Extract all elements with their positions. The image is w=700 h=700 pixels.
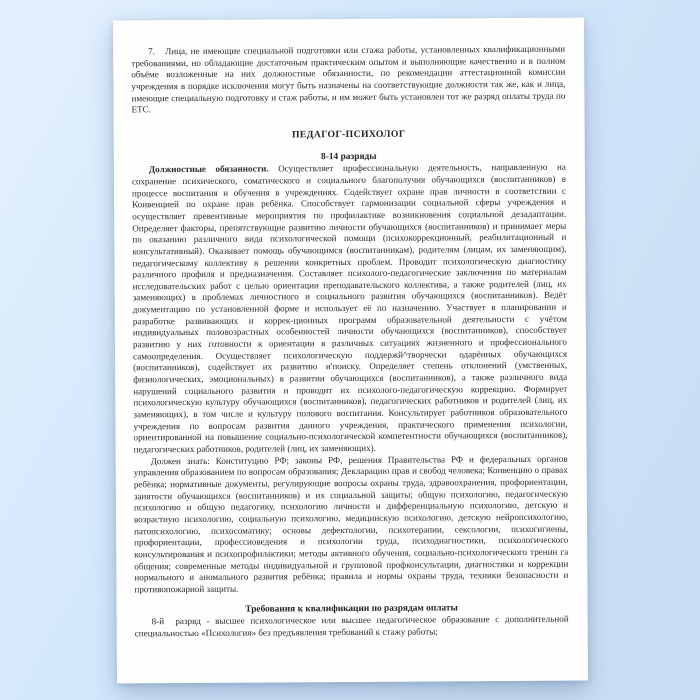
qualification-requirements-heading: Требования к квалификации по разрядам оплаты [245, 602, 458, 615]
grade-8-requirement: 8-й разряд - высшее психологическое или высшее педагогическое образование с дополнительной специальностью «Психология» без предъявления требований к стажу работы; [134, 613, 569, 639]
document-page [113, 18, 588, 684]
grades-range-subtitle: 8-14 разряды [321, 151, 377, 162]
document-title: ПЕДАГОГ-ПСИХОЛОГ [291, 128, 406, 141]
document-content [131, 44, 569, 640]
duties-label: Должностные обязанности. [148, 163, 269, 175]
must-know-text: Конституцию РФ; законы РФ, решения Правительства РФ и федеральных органов управления образованием по вопросам образования; Декларацию прав и свобод человека; Конвенцию о правах ребёнка; нормативные документы, регулирующие вопросы охраны труда, здравоохранения, профориентации, занятости обучающихся (воспитанников) и их социальной защиты; общую психологию, педагогическую психологию и общую педагогику, психологию личности и дифференциальную психологию, детскую и возрастную психологию, социальную психологию, медицинскую психологию, детскую нейропсихологию, патопсихологию, психосоматику; основы дефектологии, психотерапии, сексологии, психогигиены, профориентации, профессиоведения и психологии труда, психодиагностики, психологического консультирования и психопрофилактики; методы активного обучения, социально-психологического тренин га общения; современные методы индивидуальной и групповой профконсультации, диагностики и коррекции нормального и аномального развития ребёнка; правила и нормы охраны труда, техники безопасности и противопожарной защиты. [133, 453, 569, 595]
must-know-label: Должен знать: [150, 455, 210, 466]
must-know-paragraph [134, 453, 569, 596]
paragraph-clause-7: 7. Лица, не имеющие специальной подготовки или стажа работы, установленных квалификационными требованиями, но обладающие достаточным практическим опытом и выполняющие качественно и в полном объёме возложенные на них должностные обязанности, по рекомендации аттестационной комиссии учреждения в порядке исключения могут быть назначены на соответствующие должности так же, как и лица, имеющие специальную подготовку и стаж работы, и им может быть установлен тот же разряд оплаты труда по ЕТС. [131, 43, 566, 115]
duties-paragraph [132, 162, 568, 456]
duties-text: Осуществляет профессиональную деятельность, направленную на сохранение психического, соматического и социального благополучия обучающихся (воспитанников) в процессе воспитания и обучения в учреждениях. Содействует охране прав личности в соответствии с Конвенцией по охране прав ребёнка. Способствует гармонизации социальной сферы учреждения и осуществляет превентивные мероприятия по профилактике возникновения социальной дезадаптации. Определяет факторы, препятствующие развитию личности обучающихся (воспитанников) и принимает меры по оказанию различного вида психологической помощи (психокоррекционный, реабилитационный и консультативный). Оказывает помощь обучающимся (воспитанникам), родителям (лицам, их заменяющим), педагогическому коллективу в решении конкретных проблем. Проводит психологическую диагностику различного профиля и предназначения. Составляет психолого-педагогические заключения по материалам исследовательских работ с целью ориентации преподавательского коллектива, а также родителей (лиц, их заменяющих) в проблемах личностного и социального развития обучающихся (воспитанников). Ведёт документацию по установленной форме и использует её по назначению. Участвует в планировании и разработке развивающих и коррек-ционных программ образовательной деятельности с учётом индивидуальных половозрастных особенностей личности обучающихся (воспитанников), способствует развитию у них готовности к ориентации в различных ситуациях жизненного и профессионального самоопределения. Осуществляет психологическую поддержй^творчески одарённых обучающихся (воспитанников), содействует их развитию и'поиску. Определяет степень отклонений (умственных, физиологических, эмоциональных) в развитии обучающихся (воспитанников), а также различного вида нарушений социального развития и проводит их психолого-педагогическую коррекцию. Формирует психологическую культуру обучающихся (воспитанников), педагогических работников и родителей (лиц, их заменяющих), в том числе и культуру полового воспитания. Консультирует работников образовательного учреждения по вопросам развития данного учреждения, практического применения психологии, ориентированной на повышение социально-психологической компетентности обучающихся (воспитанников), педагогических работников, родителей (лиц, их заменяющих). [131, 161, 568, 455]
